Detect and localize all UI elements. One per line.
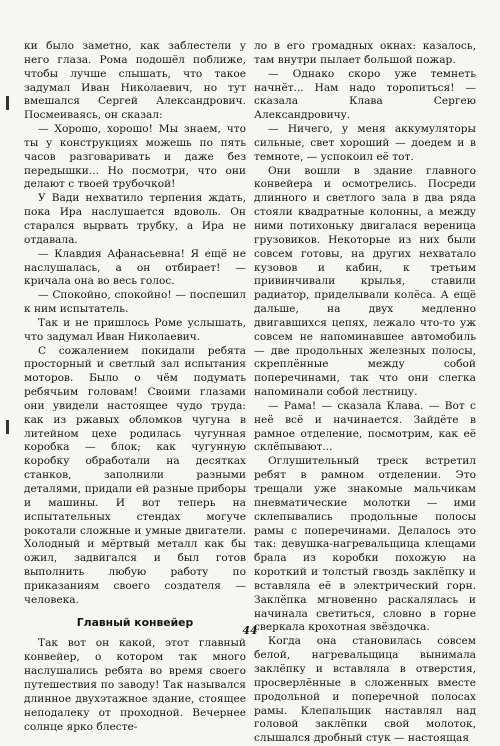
scan-edge-mark [6,420,9,434]
paragraph: ки было заметно, как заблестели у него глаза. Рома подошёл поближе, чтобы лучше слышать, что такое задумал Иван Николаевич, но тут вмешался Сергей Александрович. Посмеиваясь, он сказал: [24,40,246,122]
paragraph: — Рама! — сказала Клава. — Вот с неё всё и начинается. Зайдёте в рамное отделение, посмотрим, как её склёпывают... [254,399,476,454]
paragraph: У Вади нехватило терпения ждать, пока Ира наслушается вдоволь. Он старался вырвать трубку, а Ира не отдавала. [24,192,246,246]
paragraph: Когда она становилась совсем белой, нагревальщица вынимала заклёпку и вставляла в отверстия, просверлённые в сложенных вместе продольной и поперечной полосах рамы. Клепальщик наставлял над головой заклёпки свой молоток, слышался дробный стук — настоящая [254,635,476,745]
paragraph: — Клавдия Афанасьевна! Я ещё не наслушалась, а он отбирает! — кричала она во весь голос. [24,247,246,288]
paragraph: Оглушительный треск встретил ребят в рамном отделении. Это трещали уже знакомые мальчикам пневматические молотки — ими склепывались продольные полосы рамы с поперечинами. Делалось это так: девушка-нагревальщица клещами брала из коробки похожую на короткий и толстый гвоздь заклёпку и вставляла её в электрический горн. Заклёпка мгновенно раскалялась и начинала светиться, словно в горне сверкала крохотная звёздочка. [254,455,476,634]
page-number: 44 [242,624,258,637]
paragraph: — Ничего, у меня аккумуляторы сильные, свет хороший — доедем и в темноте, — успокоил её тот. [254,123,476,163]
paragraph: С сожалением покидали ребята просторный и светлый зал испытания моторов. Было о чём подумать ребячьим головам! Своими глазами они увидели настоящее чудо труда: как из ржавых обломков чугуна в литейном цехе родилась чугунная коробка — блок; как чугунную коробку обработали на десятках станков, заполнили разными деталями, придали ей разные приборы и машины. И вот теперь на испытательных стендах могуче рокотали сложные и умные двигатели. Холодный и мёртвый металл как бы ожил, задвигался и был готов выполнить любую работу по приказаниям своего создателя — человека. [24,344,246,606]
right-paragraphs [254,40,476,746]
scan-edge-mark [6,96,9,110]
paragraph: — Хорошо, хорошо! Мы знаем, что ты у конструкциях можешь по пять часов разговаривать и даже без передышки... Но посмотри, что они делают с твоей трубочкой! [24,123,246,191]
right-column [254,40,476,746]
paragraph: — Однако скоро уже темнеть начнёт... Нам надо торопиться! — сказала Клава Сергею Александровичу. [254,67,476,122]
paragraph: ло в его громадных окнах: казалось, там внутри пылает большой пожар. [254,40,476,66]
paragraph: — Спокойно, спокойно! — поспешил к ним испытатель. [24,289,246,316]
paragraph: Так вот он какой, этот главный конвейер, о котором так много наслушались ребята во время своего путешествия по заводу! Так назывался длинное двухэтажное здание, стоящее неподалеку от проходной. Вечернее солнце ярко блесте- [24,637,246,733]
chapter-heading: Главный конвейер [76,615,194,629]
paragraph: Они вошли в здание главного конвейера и осмотрелись. Посреди длинного и светлого зала в два ряда стояли квадратные колонны, а между ними потихоньку двигалася вереница грузовиков. Некоторые из них были совсем готовы, на других нехватало кузовов и кабин, к третьим привинчивали крылья, ставили радиатор, приделывали колёса. А ещё дальше, на двух медленно двигавшихся цепях, лежало что-то уж совсем не напоминавшее автомобиль — две продольных железных полосы, скреплённые между собой поперечинами, так что они слегка напоминали собой лестницу. [254,164,476,399]
paragraph: Так и не пришлось Роме услышать, что задумал Иван Николаевич. [24,316,246,343]
left-paragraphs [24,40,246,608]
left-after-heading [24,637,246,734]
